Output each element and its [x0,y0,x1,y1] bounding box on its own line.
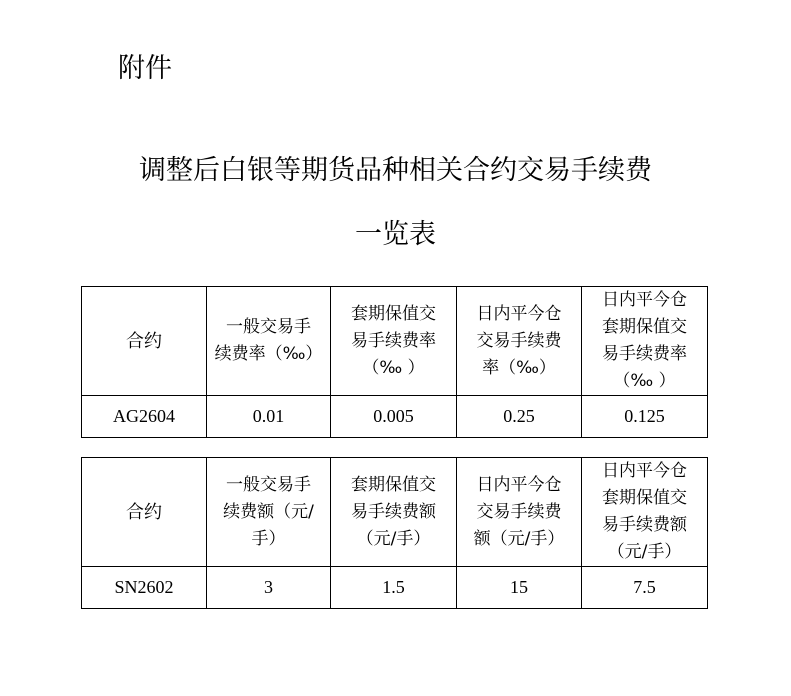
cell-hedging-fee-rate: 0.005 [331,396,457,438]
cell-contract: SN2602 [82,567,207,609]
table-row [82,567,708,609]
fee-rate-table [81,286,708,438]
cell-intraday-close-fee-rate: 0.25 [457,396,582,438]
cell-general-fee-amount: 3 [207,567,331,609]
cell-general-fee-rate: 0.01 [207,396,331,438]
header-intraday-hedging-fee-amount: 日内平今仓 套期保值交 易手续费额 （元/手） [582,458,708,567]
cell-contract: AG2604 [82,396,207,438]
header-general-fee-rate: 一般交易手 续费率（‰） [207,287,331,396]
cell-intraday-close-fee-amount: 15 [457,567,582,609]
header-contract: 合约 [82,287,207,396]
header-hedging-fee-rate: 套期保值交 易手续费率 （‰ ） [331,287,457,396]
table-header-row [82,458,708,567]
header-hedging-fee-amount: 套期保值交 易手续费额 （元/手） [331,458,457,567]
table-row [82,396,708,438]
header-intraday-close-fee-rate: 日内平今仓 交易手续费 率（‰） [457,287,582,396]
document-title-line-1: 调整后白银等期货品种相关合约交易手续费 [139,155,652,186]
table-header-row [82,287,708,396]
cell-intraday-hedging-fee-amount: 7.5 [582,567,708,609]
header-contract: 合约 [82,458,207,567]
cell-intraday-hedging-fee-rate: 0.125 [582,396,708,438]
document-title-line-2: 一览表 [355,219,436,250]
header-general-fee-amount: 一般交易手 续费额（元/ 手） [207,458,331,567]
cell-hedging-fee-amount: 1.5 [331,567,457,609]
header-intraday-close-fee-amount: 日内平今仓 交易手续费 额（元/手） [457,458,582,567]
header-intraday-hedging-fee-rate: 日内平今仓 套期保值交 易手续费率 （‰ ） [582,287,708,396]
attachment-label: 附件 [118,53,172,84]
fee-amount-table [81,457,708,609]
